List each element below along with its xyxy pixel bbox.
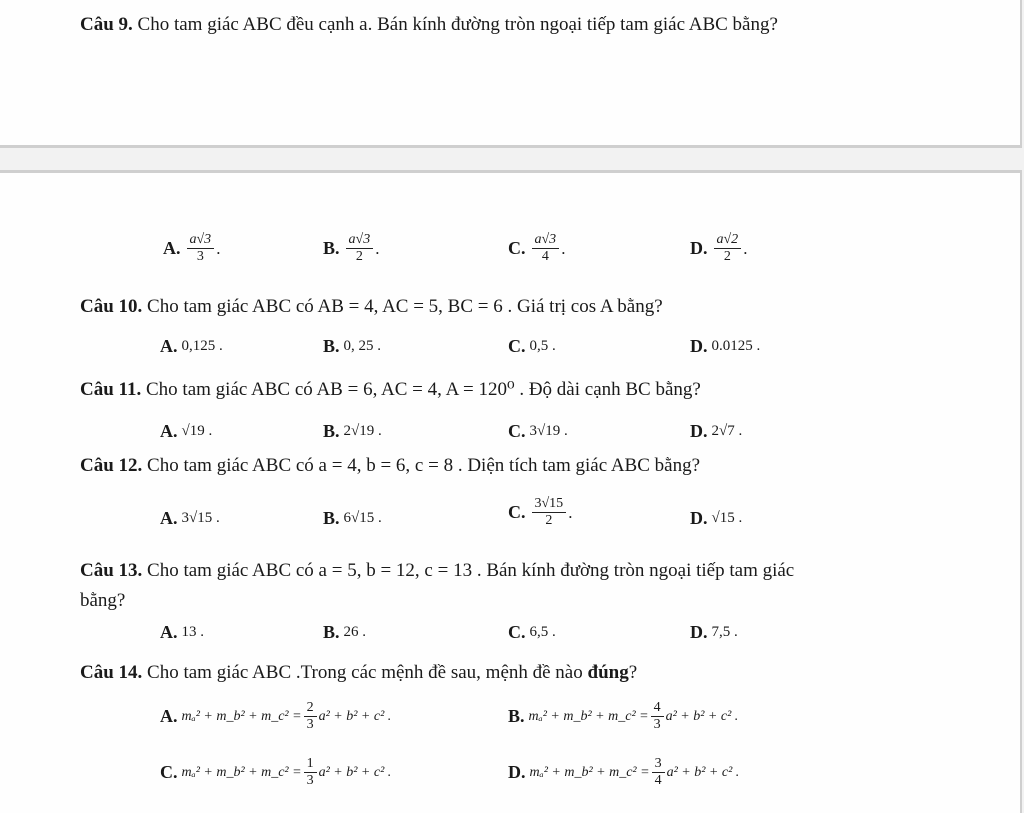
q12-option-a[interactable] [160,508,220,529]
numerator: 4 [651,700,664,717]
option-label: C. [508,502,526,523]
fraction [304,700,317,733]
question-13-continuation: bằng? [80,590,126,611]
q11-option-c[interactable] [508,421,568,442]
option-value: 6√15 . [343,510,382,526]
fraction [346,232,374,265]
q13-option-d[interactable] [690,622,738,643]
question-11 [80,378,701,401]
denominator: 3 [653,717,661,733]
option-value: 26 . [343,624,367,640]
fraction [532,232,560,265]
fraction [652,756,665,789]
q12-option-d[interactable] [690,508,742,529]
option-label: B. [323,238,340,259]
lhs-expression: mₐ² + m_b² + m_c² = [528,708,649,724]
question-10 [80,296,663,318]
option-label: D. [690,622,708,642]
lhs-expression: mₐ² + m_b² + m_c² = [181,764,302,780]
q14-option-c[interactable] [160,756,391,789]
fraction [714,232,742,265]
q10-option-c[interactable] [508,336,556,357]
fraction [651,700,664,733]
option-value: 13 . [181,624,204,640]
option-label: D. [690,508,708,528]
q11-option-b[interactable] [323,421,382,442]
question-12-text: Cho tam giác ABC có a = 4, b = 6, c = 8 . Diện tích tam giác ABC bằng? [147,455,701,476]
option-label: B. [323,622,340,642]
option-label: C. [508,238,526,259]
q9-option-b[interactable]: B. $\frac{a√3}{2}$ . [323,232,380,265]
question-9-title: Câu 9. [80,14,133,35]
option-value: 0,125 . [181,338,223,354]
question-14-text: Cho tam giác ABC .Trong các mệnh đề sau, mệnh đề nào [147,662,583,683]
numerator: 3√15 [532,496,567,513]
rhs-expression: a² + b² + c² . [665,708,739,724]
option-label: A. [160,336,178,356]
option-label: A. [160,706,178,727]
denominator: 2 [355,249,363,265]
option-label: B. [323,421,340,441]
numerator: a√3 [346,232,374,249]
option-value: 2√19 . [343,423,382,439]
question-11-title: Câu 11. [80,379,142,400]
q13-option-b[interactable] [323,622,366,643]
q14-option-b[interactable] [508,700,738,733]
question-14-title: Câu 14. [80,662,143,683]
option-label: D. [690,336,708,356]
option-label: D. [690,238,708,259]
option-value: 6,5 . [529,624,556,640]
denominator: 4 [654,773,662,789]
q13-option-a[interactable] [160,622,204,643]
denominator: 3 [306,717,314,733]
option-value: 0,5 . [529,338,556,354]
question-9-text: Cho tam giác ABC đều cạnh a. Bán kính đường tròn ngoại tiếp tam giác ABC bằng? [137,14,778,35]
question-13 [80,560,794,582]
numerator: a√3 [532,232,560,249]
option-label: B. [508,706,525,727]
q11-option-a[interactable] [160,421,212,442]
option-value: √15 . [711,510,743,526]
question-11-text: Cho tam giác ABC có AB = 6, AC = 4, A = 120⁰ . Độ dài cạnh BC bằng? [146,379,701,400]
rhs-expression: a² + b² + c² . [318,764,392,780]
question-14-emphasis: đúng [587,662,629,683]
option-value: 0, 25 . [343,338,382,354]
option-label: B. [323,508,340,528]
lhs-expression: mₐ² + m_b² + m_c² = [181,708,302,724]
q9-option-a[interactable]: A. $\frac{a√3}{3}$ . [163,232,221,265]
q10-option-d[interactable] [690,336,760,357]
q9-option-d[interactable]: D. $\frac{a√2}{2}$ . [690,232,748,265]
option-label: B. [323,336,340,356]
q12-option-b[interactable] [323,508,382,529]
option-value: 3√15 . [181,510,220,526]
denominator: 2 [545,513,553,529]
question-14 [80,662,637,684]
numerator: 3 [652,756,665,773]
numerator: a√3 [187,232,215,249]
option-value: 3√19 . [529,423,568,439]
denominator: 4 [541,249,549,265]
question-9 [80,14,778,36]
fraction [304,756,317,789]
q14-option-a[interactable] [160,700,391,733]
question-12 [80,455,700,477]
option-label: D. [690,421,708,441]
top-panel [0,0,1022,148]
option-label: A. [160,421,178,441]
option-label: A. [163,238,181,259]
option-label: A. [160,508,178,528]
numerator: a√2 [714,232,742,249]
option-label: D. [508,762,526,783]
option-value: 7,5 . [711,624,738,640]
q10-option-b[interactable] [323,336,381,357]
denominator: 3 [196,249,204,265]
q9-option-c[interactable]: C. $\frac{a√3}{4}$ . [508,232,566,265]
denominator: 3 [306,773,314,789]
q12-option-c[interactable]: C. $\frac{3√15}{2}$ . [508,496,573,529]
question-13-text: Cho tam giác ABC có a = 5, b = 12, c = 13 . Bán kính đường tròn ngoại tiếp tam giác [147,560,795,581]
q14-option-d[interactable] [508,756,739,789]
fraction [532,496,567,529]
denominator: 2 [723,249,731,265]
question-14-tail: ? [628,662,638,683]
option-label: C. [160,762,178,783]
option-label: A. [160,622,178,642]
rhs-expression: a² + b² + c² . [666,764,740,780]
question-13-title: Câu 13. [80,560,143,581]
option-value: 0.0125 . [711,338,761,354]
fraction [187,232,215,265]
question-10-title: Câu 10. [80,296,143,317]
option-value: 2√7 . [711,423,743,439]
option-label: C. [508,421,526,441]
q13-option-c[interactable] [508,622,556,643]
q10-option-a[interactable] [160,336,223,357]
numerator: 2 [304,700,317,717]
numerator: 1 [304,756,317,773]
rhs-expression: a² + b² + c² . [318,708,392,724]
question-10-text: Cho tam giác ABC có AB = 4, AC = 5, BC = 6 . Giá trị cos A bằng? [147,296,663,317]
option-label: C. [508,622,526,642]
lhs-expression: mₐ² + m_b² + m_c² = [529,764,650,780]
question-12-title: Câu 12. [80,455,143,476]
option-label: C. [508,336,526,356]
q11-option-d[interactable] [690,421,742,442]
option-value: √19 . [181,423,213,439]
